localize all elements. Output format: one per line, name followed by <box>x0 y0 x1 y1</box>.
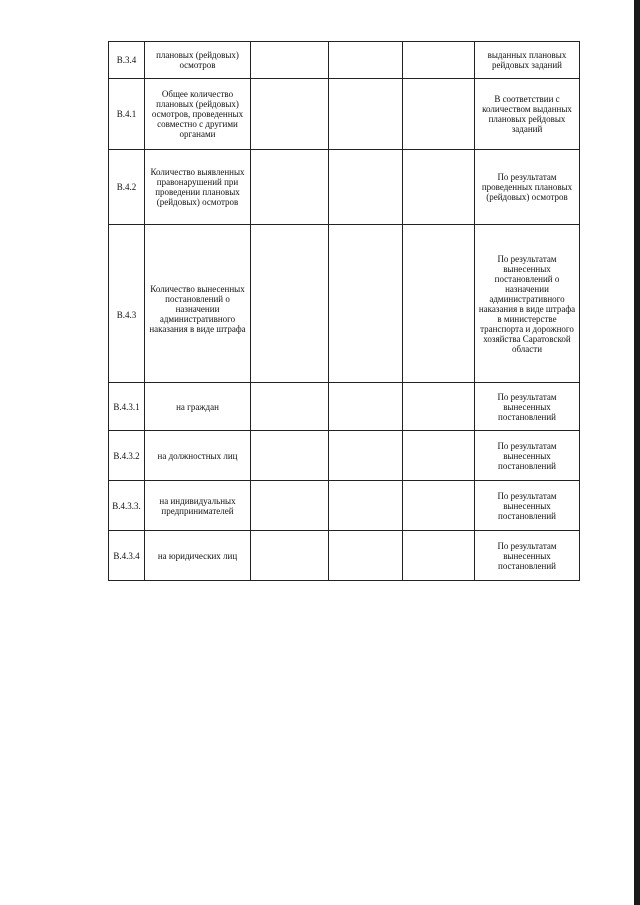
indicators-table <box>108 41 580 581</box>
table-row <box>109 531 580 581</box>
empty-cell <box>251 383 329 431</box>
row-code: В.3.4 <box>109 42 145 79</box>
table-row <box>109 79 580 150</box>
row-source: По результатам вынесенных постановлений <box>475 531 580 581</box>
empty-cell <box>251 531 329 581</box>
row-source: По результатам проведенных плановых (рейдовых) осмотров <box>475 150 580 225</box>
row-name: Количество выявленных правонарушений при проведении плановых (рейдовых) осмотров <box>145 150 251 225</box>
table-row <box>109 225 580 383</box>
row-source: По результатам вынесенных постановлений о назначении административного наказания в виде штрафа в министерстве транспорта и дорожного хозяйства Саратовской области <box>475 225 580 383</box>
empty-cell <box>329 383 403 431</box>
empty-cell <box>329 150 403 225</box>
scan-page-edge <box>634 0 640 905</box>
empty-cell <box>403 531 475 581</box>
row-code: В.4.3.3. <box>109 481 145 531</box>
table-row <box>109 383 580 431</box>
row-source: По результатам вынесенных постановлений <box>475 383 580 431</box>
empty-cell <box>403 431 475 481</box>
empty-cell <box>251 42 329 79</box>
empty-cell <box>329 531 403 581</box>
table-row <box>109 481 580 531</box>
empty-cell <box>403 79 475 150</box>
row-source: выданных плановых рейдовых заданий <box>475 42 580 79</box>
empty-cell <box>329 225 403 383</box>
row-source: В соответствии с количеством выданных плановых рейдовых заданий <box>475 79 580 150</box>
row-name: на индивидуальных предпринимателей <box>145 481 251 531</box>
row-code: В.4.3.2 <box>109 431 145 481</box>
empty-cell <box>403 150 475 225</box>
row-code: В.4.3.1 <box>109 383 145 431</box>
row-name: на должностных лиц <box>145 431 251 481</box>
row-code: В.4.3.4 <box>109 531 145 581</box>
empty-cell <box>251 431 329 481</box>
table-row <box>109 150 580 225</box>
row-source: По результатам вынесенных постановлений <box>475 431 580 481</box>
empty-cell <box>403 42 475 79</box>
empty-cell <box>329 481 403 531</box>
row-name: на граждан <box>145 383 251 431</box>
table-row <box>109 431 580 481</box>
empty-cell <box>329 42 403 79</box>
empty-cell <box>329 79 403 150</box>
empty-cell <box>251 481 329 531</box>
row-code: В.4.1 <box>109 79 145 150</box>
empty-cell <box>403 383 475 431</box>
table-row <box>109 42 580 79</box>
row-name: Количество вынесенных постановлений о назначении административного наказания в виде штрафа <box>145 225 251 383</box>
row-code: В.4.2 <box>109 150 145 225</box>
row-name: на юридических лиц <box>145 531 251 581</box>
row-name: плановых (рейдовых) осмотров <box>145 42 251 79</box>
row-code: В.4.3 <box>109 225 145 383</box>
empty-cell <box>251 225 329 383</box>
empty-cell <box>403 225 475 383</box>
empty-cell <box>403 481 475 531</box>
empty-cell <box>251 79 329 150</box>
row-source: По результатам вынесенных постановлений <box>475 481 580 531</box>
row-name: Общее количество плановых (рейдовых) осмотров, проведенных совместно с другими органами <box>145 79 251 150</box>
empty-cell <box>251 150 329 225</box>
empty-cell <box>329 431 403 481</box>
